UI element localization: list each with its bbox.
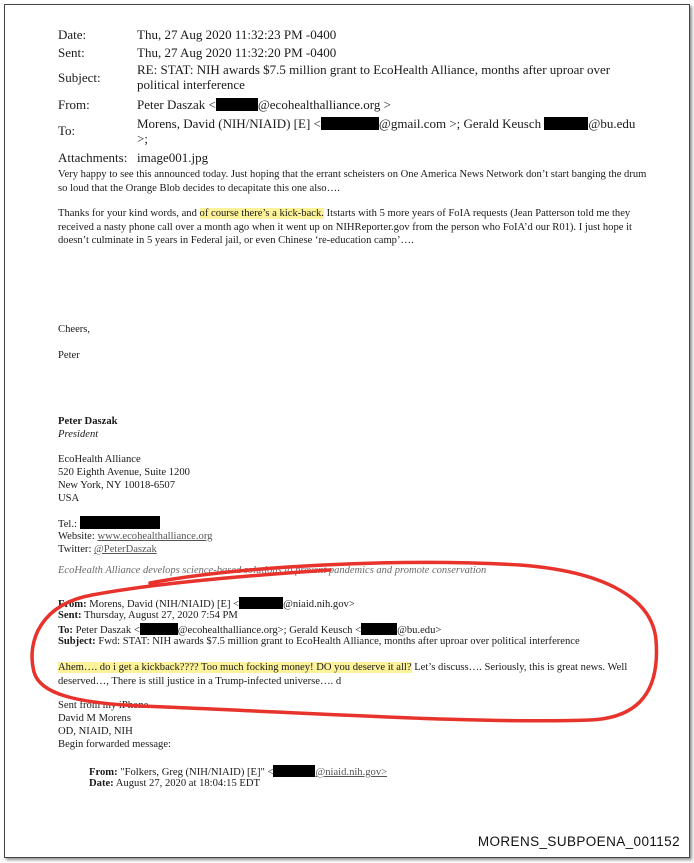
fwd-to-a: Peter Daszak < [75, 625, 140, 636]
red-annotation-circle [32, 562, 656, 720]
twitter-link[interactable]: @PeterDaszak [94, 544, 157, 555]
fwd-sent-label: Sent: [58, 610, 82, 621]
sent-value: Thu, 27 Aug 2020 11:32:20 PM -0400 [137, 45, 337, 60]
fwd-from-domain: @niaid.nih.gov> [283, 599, 355, 610]
fwd-from-label: From: [58, 599, 87, 610]
attachments-value: image001.jpg [137, 150, 209, 165]
nested-from-name: "Folkers, Greg (NIH/NIAID) [E]" < [120, 767, 274, 778]
attachments-label: Attachments: [58, 150, 128, 165]
p2-pre: Thanks for your kind words, and [58, 208, 200, 219]
signature-address-1: 520 Eighth Avenue, Suite 1200 [58, 467, 190, 478]
fwd-subject-label: Subject: [58, 636, 96, 647]
bates-number: MORENS_SUBPOENA_001152 [477, 834, 680, 849]
message-paragraph-1: Very happy to see this announced today. Just hoping that the errant scheisters on One America News Network don’t start banging the drum so loud that the Orange Blob decides to decapitate this one also…. [58, 169, 647, 194]
closing-name: Peter [58, 350, 80, 361]
signature-country: USA [58, 493, 80, 504]
to-part-c: @bu.edu [588, 116, 636, 131]
nested-from-label: From: [89, 767, 118, 778]
subject-label: Subject: [58, 70, 101, 85]
signature-org: EcoHealth Alliance [58, 454, 141, 465]
sent-label: Sent: [58, 45, 85, 60]
from-name: Peter Daszak < [137, 97, 216, 112]
to-label: To: [58, 123, 76, 138]
from-domain: @ecohealthalliance.org > [257, 97, 391, 112]
fwd-subject-value: Fwd: STAT: NIH awards $7.5 million grant to EcoHealth Alliance, months after uproar over political interference [98, 636, 580, 647]
fwd-begin-forwarded: Begin forwarded message: [58, 739, 171, 750]
date-value: Thu, 27 Aug 2020 11:32:23 PM -0400 [137, 27, 337, 42]
fwd-message-text: Let’s discuss…. Seriously, this is great news. Well deserved…, There is still justice in a Trump-infected universe…. d [58, 662, 628, 687]
closing-cheers: Cheers, [58, 324, 91, 335]
signature-name: Peter Daszak [58, 416, 118, 427]
signature-title: President [58, 429, 99, 440]
to-part-d: >; [137, 131, 148, 146]
fwd-sent-from: Sent from my iPhone [58, 700, 149, 711]
highlighted-text: of course there’s a kick-back. [199, 208, 324, 219]
from-label: From: [58, 97, 90, 112]
to-part-a: Morens, David (NIH/NIAID) [E] < [137, 116, 321, 131]
website-label: Website: [58, 531, 98, 542]
fwd-signature-name: David M Morens [58, 713, 131, 724]
nested-date-label: Date: [89, 778, 114, 789]
date-label: Date: [58, 27, 87, 42]
tel-label: Tel.: [58, 519, 77, 530]
fwd-from-name: Morens, David (NIH/NIAID) [E] < [89, 599, 240, 610]
fwd-to-c: @bu.edu> [397, 625, 442, 636]
signature-address-2: New York, NY 10018-6507 [58, 480, 176, 491]
fwd-to-label: To: [58, 625, 73, 636]
fwd-signature-office: OD, NIAID, NIH [58, 726, 133, 737]
twitter-label: Twitter: [58, 544, 95, 555]
subject-value: RE: STAT: NIH awards $7.5 million grant to EcoHealth Alliance, months after uproar over political interference [137, 62, 611, 92]
fwd-to-b: @ecohealthalliance.org>; Gerald Keusch < [177, 625, 362, 636]
nested-date-value: August 27, 2020 at 18:04:15 EDT [115, 778, 260, 789]
p2-post: Itstarts with 5 more years of FoIA requests (Jean Patterson told me they received a nasty phone call over a month ago when it went up on NIHReporter.gov from the person who FoIA’d our R01). I just hope it doesn’t culminate in 5 years in Federal jail, or even Chinese ‘re-education camp’…. [58, 208, 632, 246]
nested-from-domain: @niaid.nih.gov> [315, 767, 388, 778]
signature-tagline: EcoHealth Alliance develops science-based solutions to prevent pandemics and promote conservation [58, 565, 487, 576]
website-link[interactable]: www.ecohealthalliance.org [97, 531, 213, 542]
to-part-b: @gmail.com >; Gerald Keusch [378, 116, 542, 131]
fwd-highlighted-text: Ahem…. do i get a kickback???? Too much focking money! DO you deserve it all? [58, 662, 412, 673]
fwd-sent-value: Thursday, August 27, 2020 7:54 PM [84, 610, 238, 621]
